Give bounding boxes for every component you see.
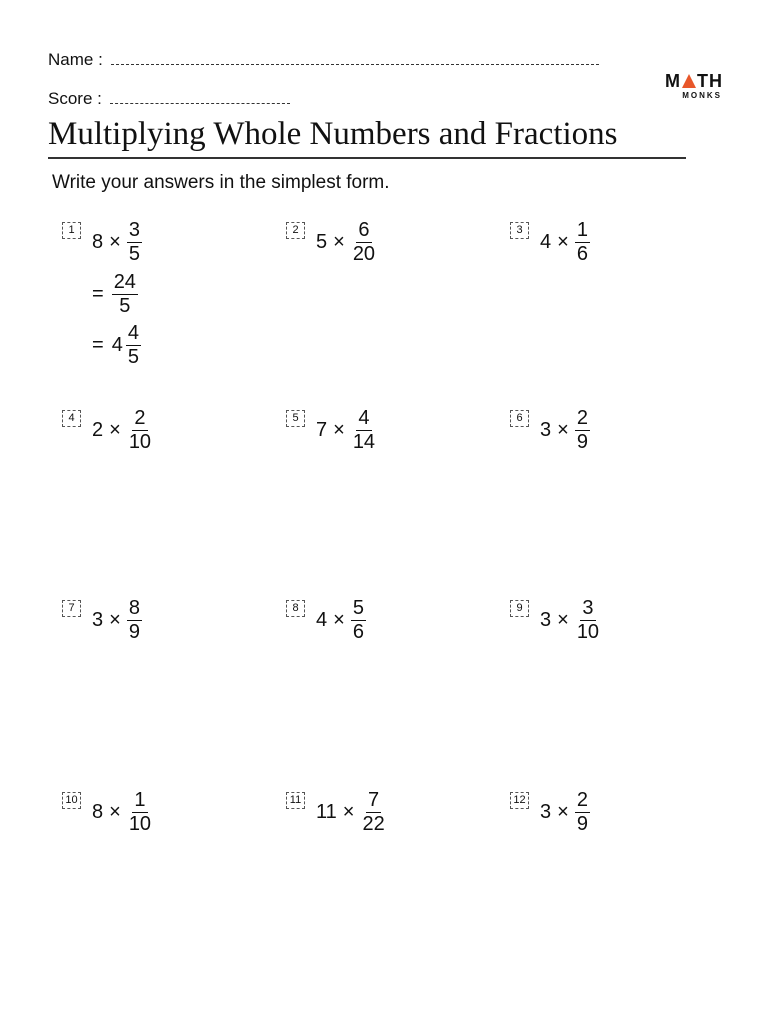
problem-4	[92, 408, 153, 453]
problem-number-box: 4	[62, 410, 81, 427]
problem-6	[540, 408, 590, 453]
times-sign: ×	[109, 609, 121, 631]
numerator: 3	[128, 219, 140, 241]
whole-number: 11	[316, 801, 337, 823]
problem-number-box: 12	[510, 792, 529, 809]
score-field[interactable]	[48, 89, 290, 109]
whole-number: 7	[316, 419, 328, 441]
problem-number-box: 1	[62, 222, 81, 239]
denominator: 10	[128, 813, 152, 835]
problem-2	[316, 220, 377, 265]
problem-number-box: 8	[286, 600, 305, 617]
numerator: 1	[576, 219, 588, 241]
problem-1	[92, 220, 142, 265]
problem-number-box: 10	[62, 792, 81, 809]
score-label: Score :	[48, 89, 102, 108]
problem-number-box: 11	[286, 792, 305, 809]
numerator: 5	[352, 597, 364, 619]
problem-number-box: 9	[510, 600, 529, 617]
times-sign: ×	[109, 231, 121, 253]
fraction	[127, 598, 142, 643]
problem-number-box: 6	[510, 410, 529, 427]
problem-9	[540, 598, 601, 643]
problem-number-box: 2	[286, 222, 305, 239]
numerator: 3	[582, 597, 594, 619]
fraction	[575, 598, 601, 643]
times-sign: ×	[333, 419, 345, 441]
numerator: 4	[358, 407, 370, 429]
name-blank-line[interactable]	[111, 50, 599, 65]
problem-7	[92, 598, 142, 643]
times-sign: ×	[557, 609, 569, 631]
denominator: 9	[576, 813, 588, 835]
problem-8	[316, 598, 366, 643]
logo-subtext: MONKS	[682, 91, 722, 100]
name-field[interactable]	[48, 50, 599, 70]
denominator: 6	[576, 243, 588, 265]
score-blank-line[interactable]	[110, 89, 290, 104]
whole-number: 3	[540, 419, 552, 441]
worksheet-title: Multiplying Whole Numbers and Fractions	[48, 116, 686, 159]
times-sign: ×	[557, 231, 569, 253]
whole-number: 5	[316, 231, 328, 253]
whole-number: 3	[92, 609, 104, 631]
name-label: Name :	[48, 50, 103, 69]
math-monks-logo	[664, 72, 724, 100]
fraction	[351, 598, 366, 643]
denominator: 20	[352, 243, 376, 265]
numerator: 2	[576, 789, 588, 811]
fraction	[360, 790, 386, 835]
fraction	[127, 408, 153, 453]
times-sign: ×	[109, 419, 121, 441]
denominator: 10	[128, 431, 152, 453]
problem-number-box: 7	[62, 600, 81, 617]
fraction: $\frac{24}{5}$	[113, 271, 136, 317]
denominator: 5	[128, 243, 140, 265]
fraction: $\frac{4}{5}$	[127, 322, 139, 368]
problem-number-box: 5	[286, 410, 305, 427]
times-sign: ×	[557, 419, 569, 441]
fraction	[575, 408, 590, 453]
times-sign: ×	[333, 609, 345, 631]
denominator: 9	[128, 621, 140, 643]
whole-number: 8	[92, 801, 104, 823]
times-sign: ×	[342, 801, 355, 823]
problem-3	[540, 220, 590, 265]
numerator: 1	[134, 789, 146, 811]
problem-11	[316, 790, 387, 835]
denominator: 22	[362, 813, 385, 835]
problem-number-box: 3	[510, 222, 529, 239]
times-sign: ×	[109, 801, 121, 823]
numerator: 6	[358, 219, 370, 241]
whole-number: 8	[92, 231, 104, 253]
numerator: 2	[576, 407, 588, 429]
whole-number: 4	[540, 231, 552, 253]
fraction	[127, 790, 153, 835]
whole-number: 4	[316, 609, 328, 631]
example-step-1: = $\frac{24}{5}$	[92, 271, 136, 317]
instructions: Write your answers in the simplest form.	[52, 172, 390, 193]
fraction	[351, 408, 377, 453]
denominator: 14	[352, 431, 376, 453]
problem-10	[92, 790, 153, 835]
whole-number: 3	[540, 801, 552, 823]
denominator: 10	[576, 621, 600, 643]
times-sign: ×	[333, 231, 345, 253]
fraction	[575, 220, 590, 265]
logo-wordmark: M TH	[665, 71, 723, 91]
example-step-2: = 4 $\frac{4}{5}$	[92, 322, 139, 368]
problem-12	[540, 790, 590, 835]
whole-number: 2	[92, 419, 104, 441]
numerator: 8	[128, 597, 140, 619]
logo-triangle-icon	[682, 74, 696, 88]
numerator: 7	[368, 789, 380, 811]
denominator: 9	[576, 431, 588, 453]
fraction	[575, 790, 590, 835]
numerator: 2	[134, 407, 146, 429]
denominator: 6	[352, 621, 364, 643]
times-sign: ×	[557, 801, 569, 823]
fraction	[127, 220, 142, 265]
whole-number: 3	[540, 609, 552, 631]
problem-5	[316, 408, 377, 453]
fraction	[351, 220, 377, 265]
